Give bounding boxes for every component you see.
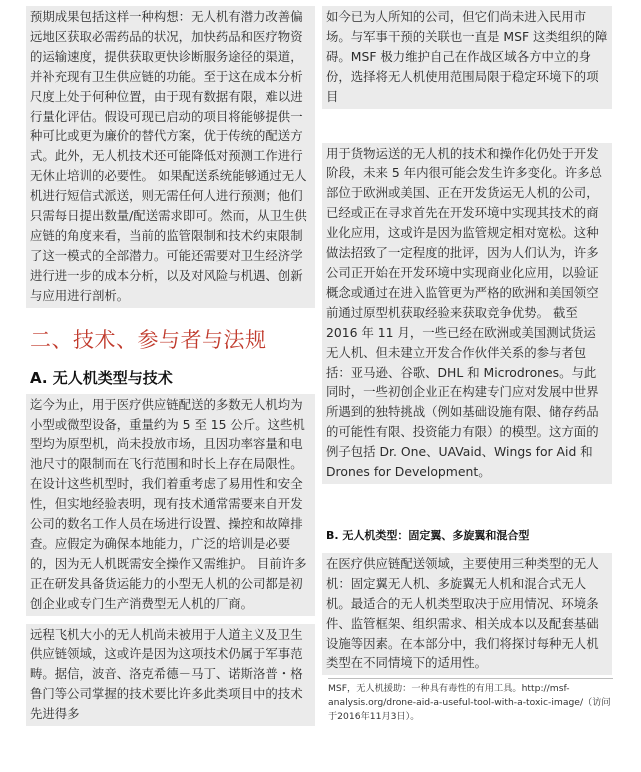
right-column: [326, 6, 612, 675]
paragraph-gap: [326, 109, 612, 143]
paragraph-gap: [326, 484, 612, 528]
right-paragraph-1: 如今已为人所知的公司，但它们尚未进入民用市场。与军事干预的关联也一直是 MSF 这类组织的障碍。MSF 极力维护自己在作战区域各方中立的身份，选择将无人机使用范围局限于稳定环境下的项目: [322, 6, 612, 109]
left-paragraph-2: 迄今为止，用于医疗供应链配送的多数无人机均为小型或微型设备，重量约为 5 至 15 公斤。这些机型均为原型机，尚未投放市场，且因功率容量和电池尺寸的限制而在飞行范围和时长上存在局限性。在设计这些机型时，我们着重考虑了易用性和安全性，但实地经验表明，现有技术通常需要来自开发公司的数名工作人员在场进行设置、操控和故障排查。应假定为确保本地能力，广泛的培训是必要的，因为无人机既需安全操作又需维护。 目前许多正在研发具备货运能力的小型无人机的公司都是初创企业或专门生产消费型无人机的厂商。: [26, 394, 315, 616]
left-paragraph-1: 预期成果包括这样一种构想：无人机有潜力改善偏远地区获取必需药品的状况，加快药品和医疗物资的运输速度，提供获取更快诊断服务途径的渠道，并补充现有卫生供应链的功能。至于这在成本分析尺度上处于何种位置，由于现有数据有限，难以进行量化评估。假设可现已启动的项目将能够提供一种可比或更为廉价的替代方案，优于传统的配送方式。此外，无人机技术还可能降低对预测工作进行无休止培训的必要性。 如果配送系统能够通过无人机进行短信式派送，则无需任何人进行预测；他们只需每日提出数量/配送需求即可。然而，从卫生供应链的角度来看，当前的监管限制和技术约束限制了这一模式的全部潜力。可能还需要对卫生经济学进行进一步的成本分析，以及对风险与机遇、创新与应用进行剖析。: [26, 6, 315, 308]
subsection-b-heading: B. 无人机类型：固定翼、多旋翼和混合型: [326, 528, 530, 542]
right-paragraph-2: 用于货物运送的无人机的技术和操作化仍处于开发阶段，未来 5 年内很可能会发生许多变化。许多总部位于欧洲或美国、正在开发货运无人机的公司，已经或正在寻求首先在开发环境中实现其技术的商业化应用，这或许是因为监管规定相对宽松。这种做法招致了一定程度的批评，因为人们认为，许多公司正开始在开发环境中实现商业化应用，以验证概念或通过在进入监管更为严格的欧洲和美国领空前通过原型机获取经验来获取竞争优势。 截至 2016 年 11 月，一些已经在欧洲或美国测试货运无人机、但未建立开发合作伙伴关系的参与者包括：亚马逊、谷歌、DHL 和 Microdrones。与此同时，一些初创企业正在构建专门应对发展中世界所遇到的独特挑战（例如基础设施有限、储存药品的可能性有限、投资能力有限）的模型。这方面的例子包括 Dr. One、UAVaid、Wings for Aid 和 Drones for Development。: [322, 143, 612, 484]
paragraph-gap: [30, 616, 315, 624]
right-paragraph-3: 在医疗供应链配送领域，主要使用三种类型的无人机：固定翼无人机、多旋翼无人机和混合式无人机。最适合的无人机类型取决于应用情况、环境条件、监管框架、组织需求、相关成本以及配套基础设施等因素。在本部分中，我们将探讨每种无人机类型在不同情境下的适用性。: [322, 553, 612, 675]
subsection-a-heading: A. 无人机类型与技术: [30, 368, 173, 387]
footnote: MSF，无人机援助：一种具有毒性的有用工具。http://msf-analysis.org/drone-aid-a-useful-tool-with-a-toxic-image/（访问于2016年11月3日）。: [328, 678, 613, 724]
left-paragraph-3: 远程飞机大小的无人机尚未被用于人道主义及卫生供应链领域，这或许是因为这项技术仍属于军事范畴。据信，波音、洛克希德－马丁、诺斯洛普・格鲁门等公司掌握的技术要比许多此类项目中的技术先进得多: [26, 624, 315, 727]
left-column: [30, 6, 315, 726]
section-title: 二、技术、参与者与法规: [30, 327, 267, 352]
